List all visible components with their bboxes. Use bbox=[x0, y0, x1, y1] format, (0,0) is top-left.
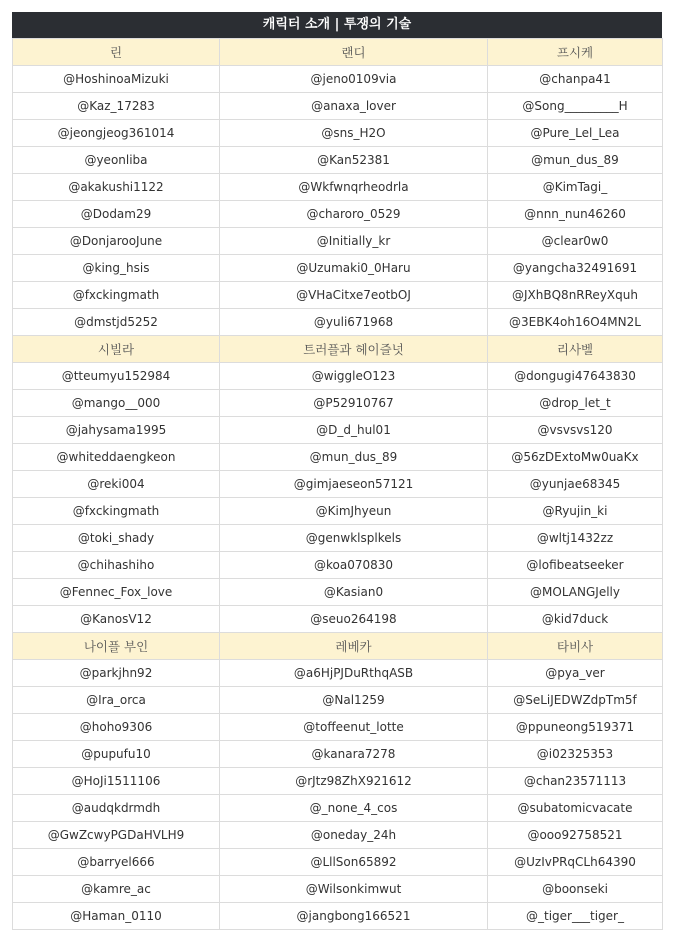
contributor-handle: @boonseki bbox=[488, 876, 663, 903]
contributor-handle: @toffeenut_lotte bbox=[220, 714, 488, 741]
contributor-handle: @Ira_orca bbox=[13, 687, 220, 714]
contributor-handle: @VHaCitxe7eotbOJ bbox=[220, 282, 488, 309]
contributor-handle: @Haman_0110 bbox=[13, 903, 220, 930]
contributor-handle: @3EBK4oh16O4MN2L bbox=[488, 309, 663, 336]
contributor-handle: @DonjarooJune bbox=[13, 228, 220, 255]
table-row bbox=[13, 228, 663, 255]
credits-table-body bbox=[13, 39, 663, 930]
table-row bbox=[13, 903, 663, 930]
table-row bbox=[13, 390, 663, 417]
table-row bbox=[13, 147, 663, 174]
contributor-handle: @chan23571113 bbox=[488, 768, 663, 795]
contributor-handle: @i02325353 bbox=[488, 741, 663, 768]
contributor-handle: @mun_dus_89 bbox=[220, 444, 488, 471]
contributor-handle: @fxckingmath bbox=[13, 282, 220, 309]
contributor-handle: @chihashiho bbox=[13, 552, 220, 579]
contributor-handle: @Dodam29 bbox=[13, 201, 220, 228]
contributor-handle: @whiteddaengkeon bbox=[13, 444, 220, 471]
contributor-handle: @drop_let_t bbox=[488, 390, 663, 417]
contributor-handle: @vsvsvs120 bbox=[488, 417, 663, 444]
contributor-handle: @reki004 bbox=[13, 471, 220, 498]
contributor-handle: @yunjae68345 bbox=[488, 471, 663, 498]
contributor-handle: @pupufu10 bbox=[13, 741, 220, 768]
table-row bbox=[13, 417, 663, 444]
contributor-handle: @lofibeatseeker bbox=[488, 552, 663, 579]
contributor-handle: @tteumyu152984 bbox=[13, 363, 220, 390]
character-name-header: 타비사 bbox=[488, 633, 663, 660]
character-name-header: 시빌라 bbox=[13, 336, 220, 363]
contributor-handle: @parkjhn92 bbox=[13, 660, 220, 687]
table-row bbox=[13, 444, 663, 471]
character-name-header: 리사벨 bbox=[488, 336, 663, 363]
contributor-handle: @Kaz_17283 bbox=[13, 93, 220, 120]
character-name-header: 린 bbox=[13, 39, 220, 66]
contributor-handle: @56zDExtoMw0uaKx bbox=[488, 444, 663, 471]
table-row bbox=[13, 822, 663, 849]
character-header-row bbox=[13, 39, 663, 66]
contributor-handle: @Kan52381 bbox=[220, 147, 488, 174]
contributor-handle: @hoho9306 bbox=[13, 714, 220, 741]
credits-panel bbox=[12, 12, 662, 930]
table-row bbox=[13, 282, 663, 309]
character-name-header: 레베카 bbox=[220, 633, 488, 660]
contributor-handle: @MOLANGJelly bbox=[488, 579, 663, 606]
contributor-handle: @Fennec_Fox_love bbox=[13, 579, 220, 606]
table-row bbox=[13, 498, 663, 525]
contributor-handle: @pya_ver bbox=[488, 660, 663, 687]
contributor-handle: @JXhBQ8nRReyXquh bbox=[488, 282, 663, 309]
contributor-handle: @wiggleO123 bbox=[220, 363, 488, 390]
contributor-handle: @HoJi1511106 bbox=[13, 768, 220, 795]
contributor-handle: @KanosV12 bbox=[13, 606, 220, 633]
contributor-handle: @seuo264198 bbox=[220, 606, 488, 633]
contributor-handle: @yangcha32491691 bbox=[488, 255, 663, 282]
table-row bbox=[13, 849, 663, 876]
table-row bbox=[13, 525, 663, 552]
contributor-handle: @jeongjeog361014 bbox=[13, 120, 220, 147]
contributor-handle: @jeno0109via bbox=[220, 66, 488, 93]
table-row bbox=[13, 552, 663, 579]
table-row bbox=[13, 363, 663, 390]
contributor-handle: @nnn_nun46260 bbox=[488, 201, 663, 228]
contributor-handle: @kamre_ac bbox=[13, 876, 220, 903]
table-row bbox=[13, 255, 663, 282]
contributor-handle: @LllSon65892 bbox=[220, 849, 488, 876]
contributor-handle: @charoro_0529 bbox=[220, 201, 488, 228]
contributor-handle: @GwZcwyPGDaHVLH9 bbox=[13, 822, 220, 849]
contributor-handle: @clear0w0 bbox=[488, 228, 663, 255]
contributor-handle: @UzIvPRqCLh64390 bbox=[488, 849, 663, 876]
table-row bbox=[13, 93, 663, 120]
contributor-handle: @gimjaeseon57121 bbox=[220, 471, 488, 498]
character-name-header: 나이플 부인 bbox=[13, 633, 220, 660]
table-row bbox=[13, 741, 663, 768]
contributor-handle: @Wilsonkimwut bbox=[220, 876, 488, 903]
contributor-handle: @chanpa41 bbox=[488, 66, 663, 93]
contributor-handle: @subatomicvacate bbox=[488, 795, 663, 822]
contributor-handle: @yeonliba bbox=[13, 147, 220, 174]
contributor-handle: @genwklsplkels bbox=[220, 525, 488, 552]
contributor-handle: @Nal1259 bbox=[220, 687, 488, 714]
contributor-handle: @barryel666 bbox=[13, 849, 220, 876]
contributor-handle: @jangbong166521 bbox=[220, 903, 488, 930]
contributor-handle: @Initially_kr bbox=[220, 228, 488, 255]
contributor-handle: @SeLiJEDWZdpTm5f bbox=[488, 687, 663, 714]
contributor-handle: @wltj1432zz bbox=[488, 525, 663, 552]
character-header-row bbox=[13, 336, 663, 363]
contributor-handle: @P52910767 bbox=[220, 390, 488, 417]
page-title: 캐릭터 소개 | 투쟁의 기술 bbox=[12, 12, 662, 38]
contributor-handle: @mango__000 bbox=[13, 390, 220, 417]
character-header-row bbox=[13, 633, 663, 660]
contributor-handle: @toki_shady bbox=[13, 525, 220, 552]
contributor-handle: @yuli671968 bbox=[220, 309, 488, 336]
contributor-handle: @HoshinoaMizuki bbox=[13, 66, 220, 93]
table-row bbox=[13, 660, 663, 687]
character-name-header: 트러플과 헤이즐넛 bbox=[220, 336, 488, 363]
contributor-handle: @KimTagi_ bbox=[488, 174, 663, 201]
contributor-handle: @sns_H2O bbox=[220, 120, 488, 147]
contributor-handle: @ppuneong519371 bbox=[488, 714, 663, 741]
character-name-header: 프시케 bbox=[488, 39, 663, 66]
table-row bbox=[13, 120, 663, 147]
contributor-handle: @koa070830 bbox=[220, 552, 488, 579]
contributor-handle: @Song_________H bbox=[488, 93, 663, 120]
contributor-handle: @_none_4_cos bbox=[220, 795, 488, 822]
contributor-handle: @Uzumaki0_0Haru bbox=[220, 255, 488, 282]
contributor-handle: @Pure_Lel_Lea bbox=[488, 120, 663, 147]
table-row bbox=[13, 309, 663, 336]
contributor-handle: @ooo92758521 bbox=[488, 822, 663, 849]
table-row bbox=[13, 768, 663, 795]
contributor-handle: @mun_dus_89 bbox=[488, 147, 663, 174]
table-row bbox=[13, 687, 663, 714]
table-row bbox=[13, 795, 663, 822]
contributor-handle: @kid7duck bbox=[488, 606, 663, 633]
contributor-handle: @a6HjPJDuRthqASB bbox=[220, 660, 488, 687]
contributor-handle: @oneday_24h bbox=[220, 822, 488, 849]
contributor-handle: @audqkdrmdh bbox=[13, 795, 220, 822]
contributor-handle: @rJtz98ZhX921612 bbox=[220, 768, 488, 795]
table-row bbox=[13, 201, 663, 228]
contributor-handle: @KimJhyeun bbox=[220, 498, 488, 525]
contributor-handle: @dmstjd5252 bbox=[13, 309, 220, 336]
table-row bbox=[13, 471, 663, 498]
table-row bbox=[13, 66, 663, 93]
contributor-handle: @king_hsis bbox=[13, 255, 220, 282]
contributor-handle: @Ryujin_ki bbox=[488, 498, 663, 525]
table-row bbox=[13, 606, 663, 633]
contributor-handle: @jahysama1995 bbox=[13, 417, 220, 444]
contributor-handle: @_tiger___tiger_ bbox=[488, 903, 663, 930]
table-row bbox=[13, 174, 663, 201]
contributor-handle: @D_d_hul01 bbox=[220, 417, 488, 444]
contributor-handle: @kanara7278 bbox=[220, 741, 488, 768]
contributor-handle: @Kasian0 bbox=[220, 579, 488, 606]
table-row bbox=[13, 714, 663, 741]
contributor-handle: @dongugi47643830 bbox=[488, 363, 663, 390]
contributor-handle: @akakushi1122 bbox=[13, 174, 220, 201]
contributor-handle: @Wkfwnqrheodrla bbox=[220, 174, 488, 201]
table-row bbox=[13, 579, 663, 606]
table-row bbox=[13, 876, 663, 903]
character-name-header: 랜디 bbox=[220, 39, 488, 66]
contributor-handle: @fxckingmath bbox=[13, 498, 220, 525]
contributor-handle: @anaxa_lover bbox=[220, 93, 488, 120]
credits-table bbox=[12, 38, 663, 930]
